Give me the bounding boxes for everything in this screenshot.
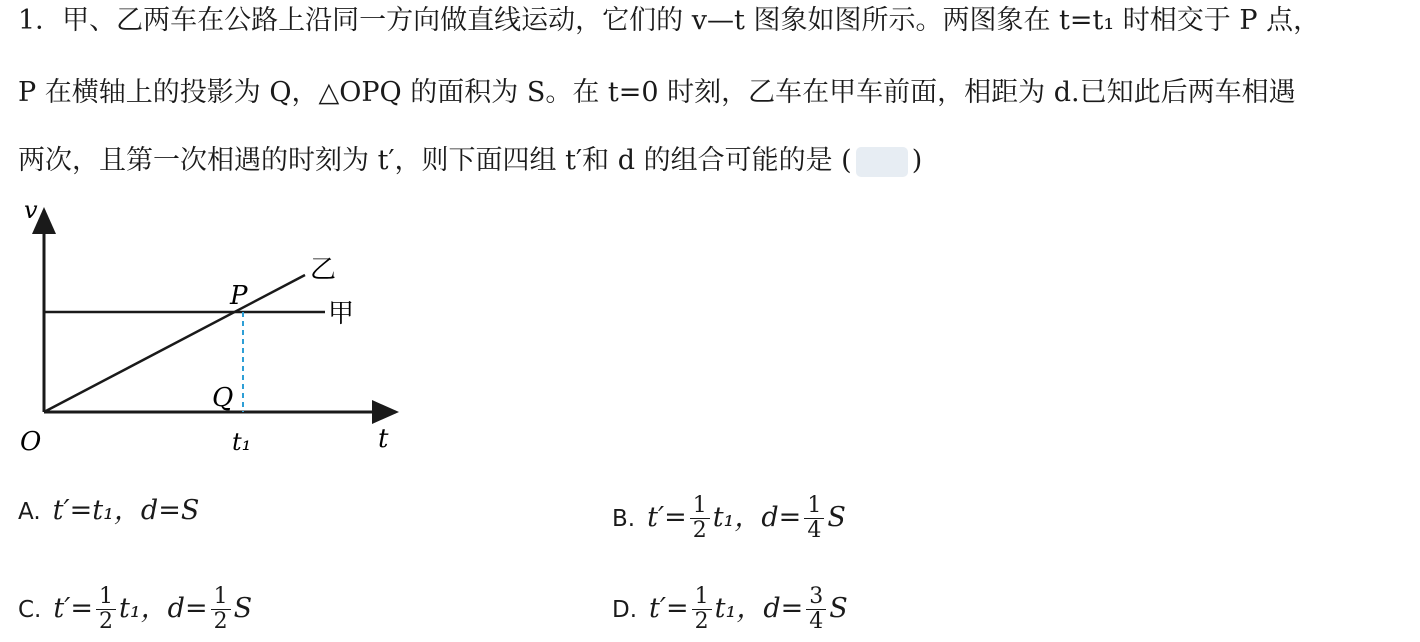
option-c-d-left: d= bbox=[167, 593, 208, 624]
origin-label: O bbox=[20, 427, 42, 457]
option-c-t-right: t₁， bbox=[118, 593, 168, 624]
fraction-numerator: 1 bbox=[211, 585, 231, 610]
yi-label: 乙 bbox=[310, 255, 337, 285]
fraction-denominator: 2 bbox=[98, 609, 113, 634]
fraction-denominator: 2 bbox=[213, 609, 228, 634]
point-q-label: Q bbox=[212, 383, 234, 413]
option-c-t-left: t′= bbox=[53, 593, 93, 624]
fraction-denominator: 4 bbox=[809, 609, 824, 634]
option-b-d-left: d= bbox=[761, 502, 802, 533]
option-d-t-right: t₁， bbox=[714, 593, 764, 624]
option-b-t-fraction bbox=[690, 494, 710, 543]
option-d-d-right: S bbox=[829, 593, 848, 624]
closing-paren: ) bbox=[911, 145, 923, 176]
option-c-d-fraction bbox=[211, 585, 231, 634]
question-line-3-text: 两次，且第一次相遇的时刻为 t′，则下面四组 t′和 d 的组合可能的是 ( bbox=[18, 145, 852, 176]
option-b-letter: B. bbox=[612, 506, 636, 532]
option-d-t-left: t′= bbox=[649, 593, 689, 624]
fraction-numerator: 1 bbox=[96, 585, 116, 610]
answer-blank[interactable] bbox=[856, 147, 908, 177]
option-d-d-left: d= bbox=[763, 593, 804, 624]
option-b[interactable] bbox=[612, 494, 846, 543]
fraction-denominator: 4 bbox=[807, 518, 822, 543]
fraction-numerator: 1 bbox=[690, 494, 710, 519]
yi-line bbox=[44, 275, 305, 412]
vt-graph bbox=[0, 195, 420, 465]
option-b-t-left: t′= bbox=[647, 502, 687, 533]
point-p-label: P bbox=[230, 281, 248, 311]
fraction-denominator: 2 bbox=[692, 518, 707, 543]
option-a[interactable] bbox=[18, 494, 199, 529]
jia-label: 甲 bbox=[328, 299, 355, 329]
option-a-t: t′=t₁， bbox=[52, 495, 141, 526]
fraction-denominator: 2 bbox=[694, 609, 709, 634]
option-d-letter: D. bbox=[612, 597, 638, 623]
t1-tick-label: t₁ bbox=[232, 428, 252, 456]
option-c-t-fraction bbox=[96, 585, 116, 634]
option-a-letter: A. bbox=[18, 499, 41, 525]
question-line-1: 1．甲、乙两车在公路上沿同一方向做直线运动，它们的 v—t 图象如图所示。两图象在 t=t₁ 时相交于 P 点， bbox=[18, 5, 1321, 36]
option-b-d-fraction bbox=[804, 494, 824, 543]
option-b-d-right: S bbox=[827, 502, 846, 533]
option-d-t-fraction bbox=[692, 585, 712, 634]
fraction-numerator: 1 bbox=[804, 494, 824, 519]
option-c-d-right: S bbox=[233, 593, 253, 624]
v-axis-label: v bbox=[24, 196, 38, 224]
question-line-2: P 在横轴上的投影为 Q，△OPQ 的面积为 S。在 t=0 时刻，乙车在甲车前面，相距为 d.已知此后两车相遇 bbox=[18, 77, 1296, 108]
fraction-numerator: 3 bbox=[806, 585, 826, 610]
option-c[interactable] bbox=[18, 585, 252, 634]
option-b-t-right: t₁， bbox=[712, 502, 762, 533]
fraction-numerator: 1 bbox=[692, 585, 712, 610]
option-d[interactable] bbox=[612, 585, 848, 634]
question-line-3 bbox=[18, 144, 922, 178]
option-a-d: d=S bbox=[140, 495, 200, 526]
t-axis-label: t bbox=[378, 424, 389, 454]
option-d-d-fraction bbox=[806, 585, 826, 634]
option-c-letter: C. bbox=[18, 597, 42, 623]
